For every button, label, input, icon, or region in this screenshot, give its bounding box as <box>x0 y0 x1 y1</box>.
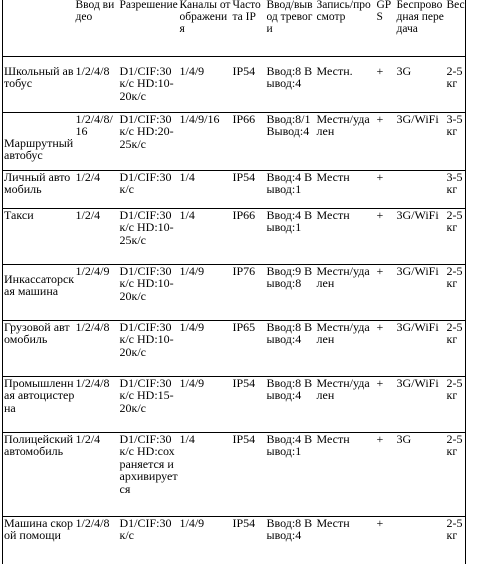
table-row-school-bus <box>3 56 466 112</box>
header-cell-resolution: Разрешение <box>119 0 178 11</box>
table-row-ambulance <box>3 516 466 564</box>
cell-alarm-io: Ввод:8 Вывод:4 <box>266 516 316 564</box>
table-row-route-bus <box>3 112 466 170</box>
cell-video-input: 1/2/4/8 <box>75 376 119 432</box>
cell-record-playback: Местн <box>316 208 376 264</box>
header-row <box>3 0 466 56</box>
cell-gps: + <box>376 56 396 112</box>
vehicle-dvr-spec-table <box>2 0 466 564</box>
cell-gps: + <box>376 320 396 376</box>
table-row-taxi <box>3 208 466 264</box>
cell-alarm-io: Ввод:4 Вывод:1 <box>266 432 316 516</box>
cell-alarm-io: Ввод:8 Вывод:4 <box>266 56 316 112</box>
cell-wireless: 3G/WiFi <box>396 264 446 320</box>
header-cell-alarm-io: Ввод/вывод тревоги <box>266 0 313 35</box>
cell-weight: 2-5кг <box>446 208 466 264</box>
cell-weight: 3-5кг <box>446 170 466 208</box>
header-cell-record-playback: Запись/просмотр <box>316 0 371 23</box>
header-cell-video-input: Ввод видео <box>75 0 115 23</box>
cell-video-input: 1/2/4 <box>75 432 119 516</box>
cell-video-input: 1/2/4 <box>75 170 119 208</box>
cell-vehicle: Промышленная автоцистерна <box>3 376 75 432</box>
cell-wireless: 3G <box>396 432 446 516</box>
cell-vehicle: Машина скорой помощи <box>3 516 75 564</box>
cell-ip-rating: IP65 <box>232 320 266 376</box>
cell-display-channels: 1/4 <box>179 208 232 264</box>
cell-ip-rating: IP76 <box>232 264 266 320</box>
cell-record-playback: Местн/удален <box>316 320 376 376</box>
cell-alarm-io: Ввод:8/1 Вывод:4 <box>266 112 316 170</box>
cell-wireless: 3G/WiFi <box>396 112 446 170</box>
cell-display-channels: 1/4/9 <box>179 264 232 320</box>
cell-vehicle: Такси <box>3 208 75 264</box>
cell-resolution: D1/CIF:30к/с HD:10-20к/с <box>119 56 179 112</box>
cell-ip-rating: IP54 <box>232 376 266 432</box>
cell-vehicle: Личный автомобиль <box>3 170 75 208</box>
cell-display-channels: 1/4/9 <box>179 376 232 432</box>
table-row-truck <box>3 320 466 376</box>
cell-video-input: 1/2/4/8/16 <box>75 112 119 170</box>
cell-weight: 2-5кг <box>446 376 466 432</box>
header-cell-vehicle <box>3 0 75 56</box>
cell-record-playback: Местн/удален <box>316 112 376 170</box>
header-cell-weight: Вес <box>446 0 466 56</box>
cell-vehicle: Инкассаторская машина <box>3 264 75 320</box>
cell-wireless: 3G <box>396 56 446 112</box>
cell-ip-rating: IP54 <box>232 516 266 564</box>
cell-resolution: D1/CIF:30к/с HD:15-20к/с <box>119 376 179 432</box>
cell-record-playback: Местн/удален <box>316 376 376 432</box>
table-row-tanker <box>3 376 466 432</box>
cell-display-channels: 1/4/9/16 <box>179 112 232 170</box>
cell-display-channels: 1/4 <box>179 432 232 516</box>
table-row-cash-transit <box>3 264 466 320</box>
header-cell-display-channels: Каналы отображения <box>179 0 231 35</box>
cell-wireless: 3G/WiFi <box>396 208 446 264</box>
cell-weight: 3-5кг <box>446 112 466 170</box>
header-cell-wireless: Беспроводная передача <box>396 0 444 35</box>
cell-weight: 2-5кг <box>446 264 466 320</box>
cell-weight: 2-5кг <box>446 320 466 376</box>
cell-display-channels: 1/4/9 <box>179 56 232 112</box>
cell-video-input: 1/2/4 <box>75 208 119 264</box>
cell-ip-rating: IP54 <box>232 56 266 112</box>
cell-resolution: D1/CIF:30к/с HD:сохраняется и архивируется <box>119 432 179 516</box>
cell-ip-rating: IP54 <box>232 432 266 516</box>
cell-vehicle: Грузовой автомобиль <box>3 320 75 376</box>
cell-resolution: D1/CIF:30к/с HD:10-20к/с <box>119 320 179 376</box>
cell-ip-rating: IP66 <box>232 208 266 264</box>
cell-resolution: D1/CIF:30к/с HD:10-20к/с <box>119 264 179 320</box>
cell-ip-rating: IP66 <box>232 112 266 170</box>
cell-alarm-io: Ввод:9 Вывод:8 <box>266 264 316 320</box>
cell-gps: + <box>376 432 396 516</box>
cell-wireless <box>396 170 446 208</box>
cell-record-playback: Местн <box>316 432 376 516</box>
cell-weight: 2-5кг <box>446 432 466 516</box>
cell-alarm-io: Ввод:8 Вывод:4 <box>266 320 316 376</box>
cell-gps: + <box>376 516 396 564</box>
cell-display-channels: 1/4/9 <box>179 516 232 564</box>
cell-ip-rating: IP54 <box>232 170 266 208</box>
cell-weight: 2-5кг <box>446 56 466 112</box>
cell-gps: + <box>376 264 396 320</box>
cell-gps: + <box>376 376 396 432</box>
cell-display-channels: 1/4 <box>179 170 232 208</box>
cell-vehicle: Маршрутный автобус <box>3 112 75 170</box>
cell-record-playback: Местн/удален <box>316 264 376 320</box>
header-cell-ip-rating: Частота IP <box>232 0 261 23</box>
cell-vehicle: Полицейский автомобиль <box>3 432 75 516</box>
cell-record-playback: Местн. <box>316 56 376 112</box>
cell-resolution: D1/CIF:30к/с HD:20-25к/с <box>119 112 179 170</box>
cell-vehicle: Школьный автобус <box>3 56 75 112</box>
cell-record-playback: Местн <box>316 170 376 208</box>
cell-resolution: D1/CIF:30к/с HD:10-25к/с <box>119 208 179 264</box>
cell-gps: + <box>376 208 396 264</box>
cell-wireless <box>396 516 446 564</box>
cell-resolution: D1/CIF:30к/с <box>119 516 179 564</box>
cell-gps: + <box>376 112 396 170</box>
cell-record-playback: Местн <box>316 516 376 564</box>
cell-video-input: 1/2/4/9 <box>75 264 119 320</box>
cell-weight: 2-5кг <box>446 516 466 564</box>
cell-video-input: 1/2/4/8 <box>75 320 119 376</box>
cell-resolution: D1/CIF:30к/с <box>119 170 179 208</box>
cell-gps: + <box>376 170 396 208</box>
cell-wireless: 3G/WiFi <box>396 376 446 432</box>
table-row-personal-car <box>3 170 466 208</box>
cell-display-channels: 1/4/9 <box>179 320 232 376</box>
cell-alarm-io: Ввод:4 Вывод:1 <box>266 170 316 208</box>
table-row-police-car <box>3 432 466 516</box>
cell-alarm-io: Ввод:4 Вывод:1 <box>266 208 316 264</box>
header-cell-gps: GPS <box>376 0 392 23</box>
cell-wireless: 3G/WiFi <box>396 320 446 376</box>
cell-video-input: 1/2/4/8 <box>75 56 119 112</box>
cell-alarm-io: Ввод:8 Вывод:4 <box>266 376 316 432</box>
cell-video-input: 1/2/4/8 <box>75 516 119 564</box>
